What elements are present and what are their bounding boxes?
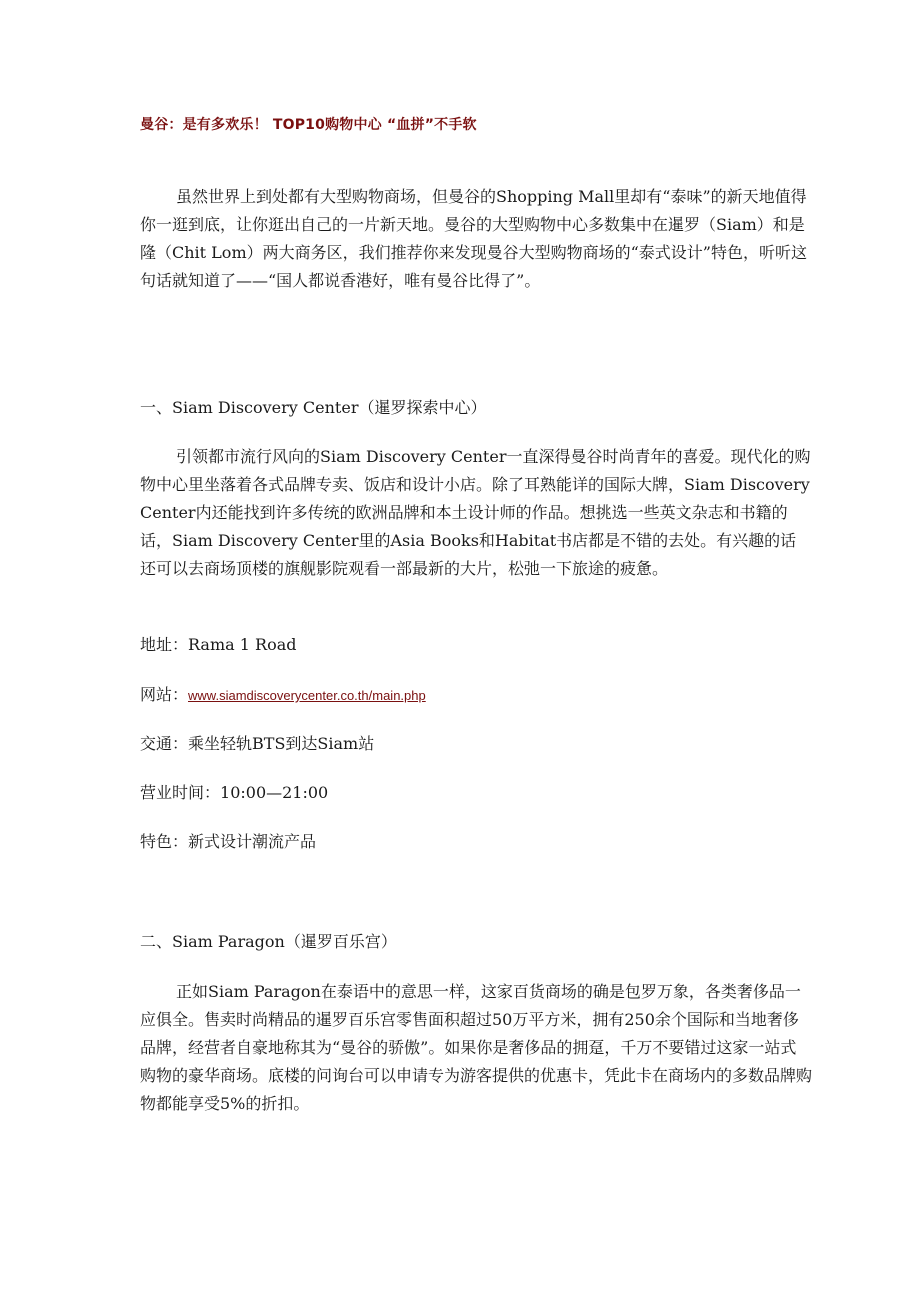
hours-row [140, 779, 328, 807]
website-link[interactable]: www.siamdiscoverycenter.co.th/main.php [188, 688, 426, 703]
website-label: 网站： [140, 685, 189, 704]
section-2-body: 正如Siam Paragon在泰语中的意思一样，这家百货商场的确是包罗万象，各类奢侈品一应俱全。售卖时尚精品的暹罗百乐宫零售面积超过50万平方米，拥有250余个国际和当地奢侈品牌，经营者自豪地称其为“曼谷的骄傲”。如果你是奢侈品的拥趸，千万不要错过这家一站式购物的豪华商场。底楼的问询台可以申请专为游客提供的优惠卡，凭此卡在商场内的多数品牌购物都能享受5%的折扣。 [140, 982, 813, 1113]
feature-row [140, 828, 316, 856]
document-title: 曼谷：是有多欢乐！ TOP10购物中心 “血拼”不手软 [140, 117, 477, 133]
section-1-heading: 一、Siam Discovery Center（暹罗探索中心） [140, 398, 487, 417]
website-row [140, 681, 426, 710]
address-row [140, 631, 297, 659]
intro-paragraph: 虽然世界上到处都有大型购物商场，但曼谷的Shopping Mall里却有“泰味”的新天地值得你一逛到底，让你逛出自己的一片新天地。曼谷的大型购物中心多数集中在暹罗（Siam）和是隆（Chit Lom）两大商务区，我们推荐你来发现曼谷大型购物商场的“泰式设计”特色，听听这句话就知道了——“国人都说香港好，唯有曼谷比得了”。 [140, 187, 807, 290]
section-1-body: 引领都市流行风向的Siam Discovery Center一直深得曼谷时尚青年的喜爱。现代化的购物中心里坐落着各式品牌专卖、饭店和设计小店。除了耳熟能详的国际大牌，Siam Discovery Center内还能找到许多传统的欧洲品牌和本土设计师的作品。想挑选一些英文杂志和书籍的话，Siam Discovery Center里的Asia Books和Habitat书店都是不错的去处。有兴趣的话还可以去商场顶楼的旗舰影院观看一部最新的大片，松弛一下旅途的疲惫。 [140, 447, 811, 578]
feature-value: 新式设计潮流产品 [188, 832, 317, 851]
transport-label: 交通： [140, 734, 189, 753]
address-value: Rama 1 Road [188, 635, 297, 654]
transport-row [140, 730, 374, 758]
address-label: 地址： [140, 635, 189, 654]
feature-label: 特色： [140, 832, 189, 851]
hours-label: 营业时间： [140, 783, 221, 802]
hours-value: 10:00—21:00 [220, 783, 329, 802]
section-2-heading: 二、Siam Paragon（暹罗百乐宫） [140, 932, 397, 951]
transport-value: 乘坐轻轨BTS到达Siam站 [188, 734, 375, 753]
